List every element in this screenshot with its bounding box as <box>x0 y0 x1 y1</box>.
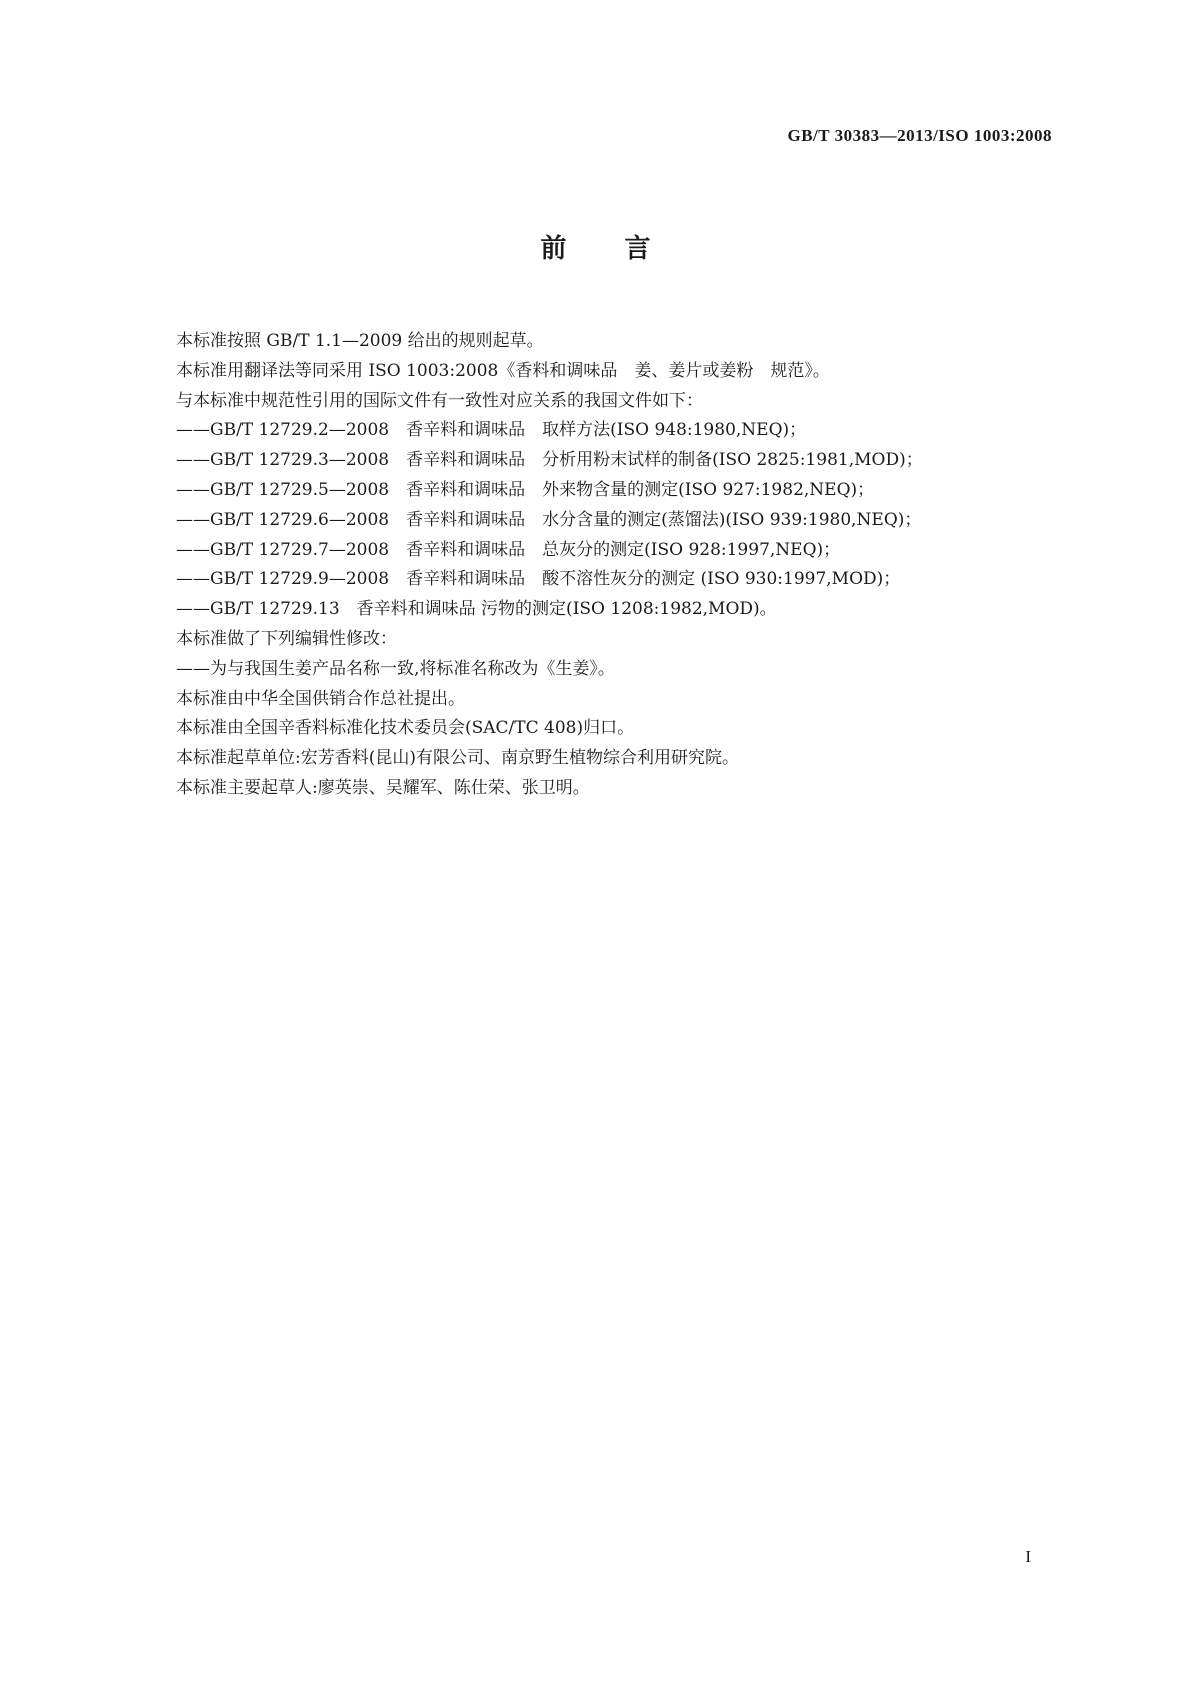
reference-item: ——GB/T 12729.13 香辛料和调味品 污物的测定(ISO 1208:1982,MOD)。 <box>176 599 777 620</box>
reference-item: ——GB/T 12729.3—2008 香辛料和调味品 分析用粉末试样的制备(ISO 2825:1981,MOD)； <box>176 450 923 471</box>
foreword-body <box>176 327 1056 804</box>
paragraph: 本标准由中华全国供销合作总社提出。 <box>176 688 465 709</box>
standard-code: GB/T 30383—2013/ISO 1003:2008 <box>787 126 1052 145</box>
paragraph: 本标准主要起草人:廖英崇、吴耀军、陈仕荣、张卫明。 <box>176 777 590 798</box>
title-char-2: 言 <box>624 234 651 264</box>
reference-item: ——GB/T 12729.7—2008 香辛料和调味品 总灰分的测定(ISO 928:1997,NEQ)； <box>176 539 841 560</box>
page-number: I <box>1025 1547 1031 1566</box>
paragraph: 与本标准中规范性引用的国际文件有一致性对应关系的我国文件如下： <box>176 390 703 411</box>
reference-item: ——GB/T 12729.9—2008 香辛料和调味品 酸不溶性灰分的测定 (ISO 930:1997,MOD)； <box>176 569 901 590</box>
modification-item: ——为与我国生姜产品名称一致,将标准名称改为《生姜》。 <box>176 658 615 679</box>
paragraph: 本标准做了下列编辑性修改： <box>176 628 397 649</box>
reference-item: ——GB/T 12729.6—2008 香辛料和调味品 水分含量的测定(蒸馏法)(ISO 939:1980,NEQ)； <box>176 509 922 530</box>
page-title <box>0 228 1191 265</box>
title-char-1: 前 <box>540 234 567 264</box>
paragraph: 本标准按照 GB/T 1.1—2009 给出的规则起草。 <box>176 331 544 351</box>
reference-item: ——GB/T 12729.2—2008 香辛料和调味品 取样方法(ISO 948:1980,NEQ)； <box>176 420 807 441</box>
paragraph: 本标准用翻译法等同采用 ISO 1003:2008《香料和调味品 姜、姜片或姜粉 规范》。 <box>176 360 830 381</box>
paragraph: 本标准起草单位:宏芳香料(昆山)有限公司、南京野生植物综合利用研究院。 <box>176 748 739 769</box>
paragraph: 本标准由全国辛香料标准化技术委员会(SAC/TC 408)归口。 <box>176 718 635 739</box>
reference-item: ——GB/T 12729.5—2008 香辛料和调味品 外来物含量的测定(ISO 927:1982,NEQ)； <box>176 479 875 500</box>
